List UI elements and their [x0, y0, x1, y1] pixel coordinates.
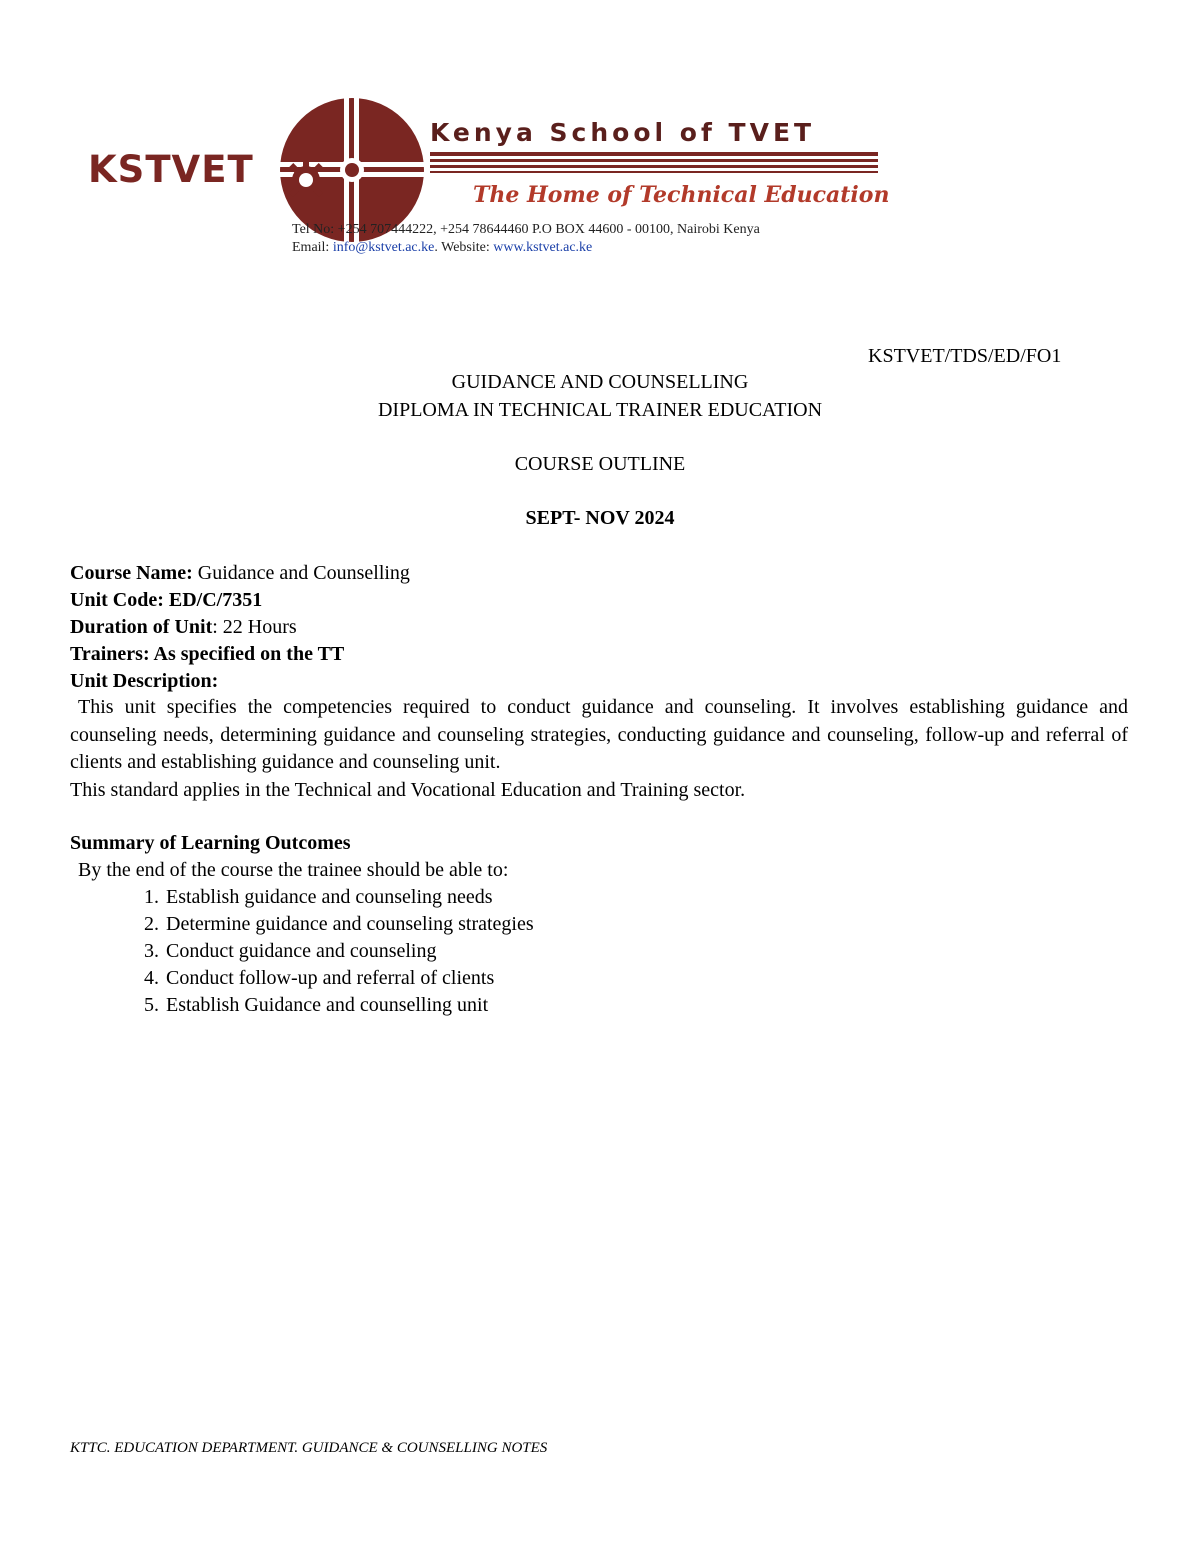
unit-description: This unit specifies the competencies required to conduct guidance and counseling. It involves establishing guidance and counseling needs, determining guidance and counseling strategies, conducting guidance and counseling, follow-up and referral of clients and establishing guidance and counseling unit.	[70, 696, 1128, 773]
list-item: 3. Conduct guidance and counseling	[164, 938, 534, 965]
unit-code: Unit Code: ED/C/7351	[70, 589, 263, 611]
logo-text: KSTVET	[88, 148, 254, 191]
document-code: KSTVET/TDS/ED/FO1	[868, 345, 1062, 367]
list-item: 4. Conduct follow-up and referral of clients	[164, 965, 534, 992]
course-name-label: Course Name:	[70, 562, 193, 584]
title-line-1: GUIDANCE AND COUNSELLING	[451, 371, 749, 393]
school-name: Kenya School of TVET	[430, 118, 816, 147]
period: SEPT- NOV 2024	[525, 507, 675, 529]
gear-icon	[284, 158, 328, 202]
course-outline-heading: COURSE OUTLINE	[514, 453, 686, 475]
contact-phone-address: Tel No: +254 707444222, +254 78644460 P.O BOX 44600 - 00100, Nairobi Kenya	[292, 222, 760, 237]
email-link[interactable]: info@kstvet.ac.ke	[332, 240, 435, 255]
title-line-2: DIPLOMA IN TECHNICAL TRAINER EDUCATION	[377, 399, 823, 421]
unit-description-label: Unit Description:	[70, 670, 219, 692]
duration-label: Duration of Unit	[70, 616, 213, 638]
outcomes-list	[118, 884, 534, 1019]
outcomes-intro: By the end of the course the trainee should be able to:	[78, 859, 509, 881]
list-item: 5. Establish Guidance and counselling unit	[164, 992, 534, 1019]
letterhead	[80, 90, 900, 270]
website-label: . Website:	[434, 240, 494, 255]
list-item: 1. Establish guidance and counseling needs	[164, 884, 534, 911]
website-link[interactable]: www.kstvet.ac.ke	[493, 240, 593, 255]
list-item: 2. Determine guidance and counseling strategies	[164, 911, 534, 938]
outcomes-heading: Summary of Learning Outcomes	[70, 832, 351, 854]
duration-value: : 22 Hours	[212, 616, 297, 638]
page-footer: KTTC. EDUCATION DEPARTMENT. GUIDANCE & COUNSELLING NOTES	[70, 1440, 548, 1456]
course-name-value: Guidance and Counselling	[192, 562, 410, 584]
trainers: Trainers: As specified on the TT	[70, 643, 345, 665]
tagline: The Home of Technical Education	[473, 182, 890, 208]
standard-note: This standard applies in the Technical and Vocational Education and Training sector.	[70, 779, 746, 801]
header-stripes	[430, 152, 878, 174]
duration	[70, 614, 297, 640]
email-label: Email:	[292, 240, 333, 255]
contact-email-website	[292, 240, 592, 256]
course-name	[70, 560, 410, 586]
